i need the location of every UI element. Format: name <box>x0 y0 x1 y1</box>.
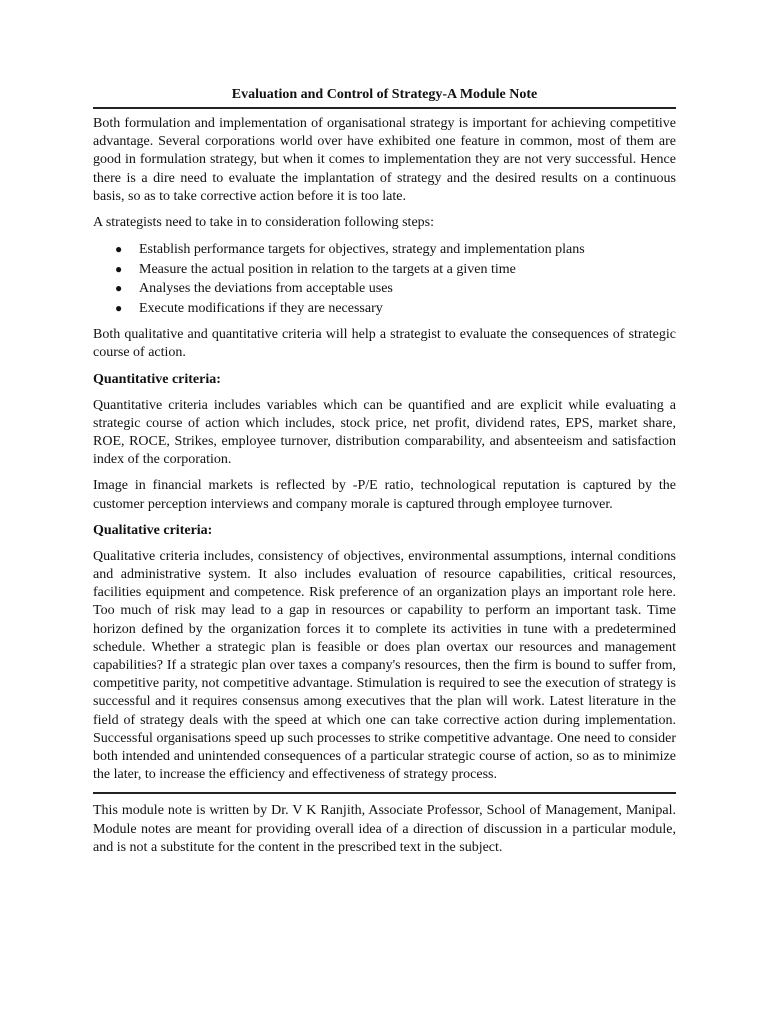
qualitative-heading: Qualitative criteria: <box>93 522 213 538</box>
criteria-intro: Both qualitative and quantitative criteria will help a strategist to evaluate the consequences of strategic course of action. <box>93 327 676 361</box>
list-item-text: Analyses the deviations from acceptable uses <box>139 281 393 297</box>
list-item <box>93 299 676 319</box>
bullet-icon: ● <box>115 261 123 276</box>
quantitative-paragraph-2: Image in financial markets is reflected by -P/E ratio, technological reputation is captured by the customer perception interviews and company morale is captured through employee turnover. <box>93 478 676 512</box>
intro-paragraph: Both formulation and implementation of organisational strategy is important for achieving competitive advantage. Several corporations world over have exhibited one feature in common, most of them are good in formulation strategy, but when it comes to implementation they are not very successful. Hence there is a dire need to evaluate the implantation of strategy and the desired results on a continuous basis, so as to take corrective action before it is too late. <box>93 116 676 204</box>
bullet-icon: ● <box>115 281 123 296</box>
steps-list <box>93 240 676 318</box>
qualitative-paragraph: Qualitative criteria includes, consistency of objectives, environmental assumptions, internal conditions and administrative system. It also includes evaluation of resource capabilities, critical resources, facilities equipment and competence. Risk preference of an organization plays an important role here. Too much of risk may lead to a gap in resources or capability to perform an important task. Time horizon defined by the organization forces it to complete its activities in tune with a predetermined schedule. Whether a strategic plan is feasible or does plan overtax our resources and management capabilities? If a strategic plan over taxes a company's resources, then the firm is bound to suffer from, competitive parity, not competitive advantage. Stimulation is required to see the execution of strategy is successful and it requires consensus among executives that the plan will work. Latest literature in the field of strategy deals with the speed at which one can take corrective action during implementation. Successful organisations speed up such processes to strike competitive advantage. One need to consider both intended and unintended consequences of a particular strategic course of action, so as to minimize the later, to increase the efficiency and effectiveness of strategy process. <box>93 548 676 783</box>
quantitative-paragraph-1: Quantitative criteria includes variables which can be quantified and are explicit while evaluating a strategic course of action which includes, stock price, net profit, dividend rates, EPS, market share, ROE, ROCE, Strikes, employee turnover, distribution comparability, and absenteeism and satisfaction index of the corporation. <box>93 397 676 468</box>
bullet-icon: ● <box>115 300 123 315</box>
list-item-text: Execute modifications if they are necessary <box>139 300 383 316</box>
footer-divider <box>93 792 676 794</box>
steps-intro: A strategists need to take in to consideration following steps: <box>93 215 434 231</box>
list-item-text: Measure the actual position in relation to the targets at a given time <box>139 261 516 277</box>
list-item <box>93 240 676 260</box>
document-title: Evaluation and Control of Strategy-A Module Note <box>231 87 538 102</box>
list-item <box>93 279 676 299</box>
footer-note: This module note is written by Dr. V K Ranjith, Associate Professor, School of Management, Manipal. Module notes are meant for providing overall idea of a direction of discussion in a particular module, and is not a substitute for the content in the prescribed text in the subject. <box>93 803 676 855</box>
list-item <box>93 260 676 280</box>
title-divider <box>93 107 676 109</box>
bullet-icon: ● <box>115 242 123 257</box>
list-item-text: Establish performance targets for objectives, strategy and implementation plans <box>139 242 585 258</box>
quantitative-heading: Quantitative criteria: <box>93 371 221 387</box>
